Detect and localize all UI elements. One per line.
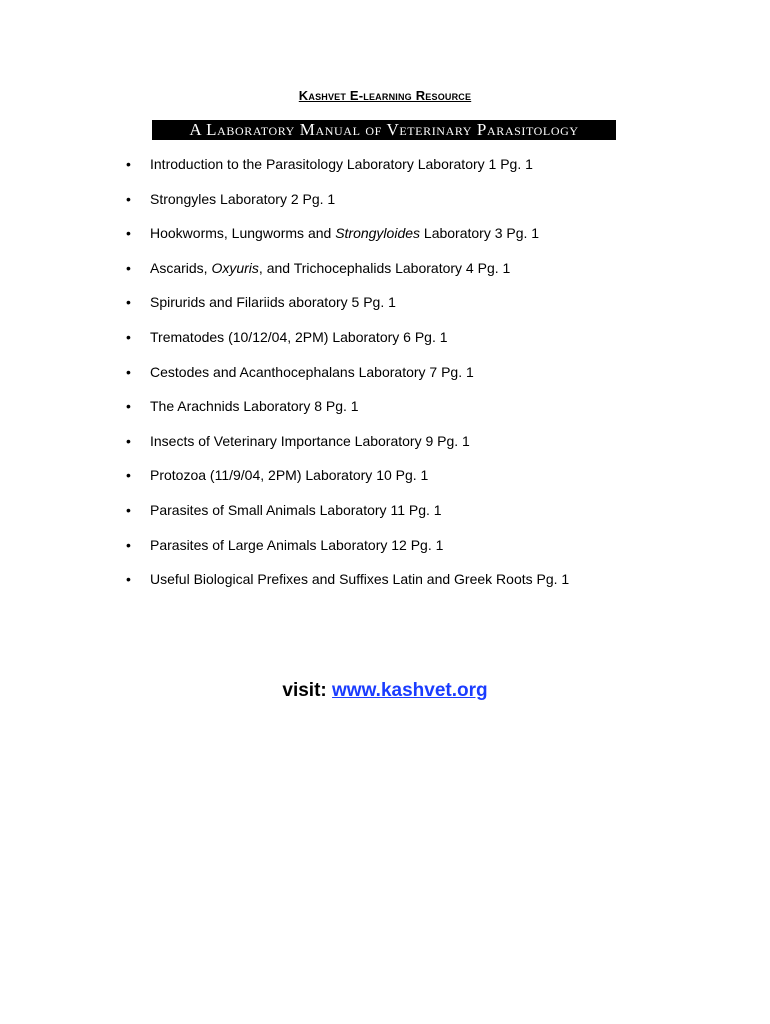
toc-item-hookworms — [0, 222, 770, 257]
visit-label: visit: — [282, 680, 327, 701]
toc-item-label: Parasites of Large Animals Laboratory 12 Pg. 1 — [150, 536, 444, 553]
bullet-icon: • — [126, 571, 131, 588]
toc-item-label — [150, 257, 510, 279]
toc-item-label: Useful Biological Prefixes and Suffixes Latin and Greek Roots Pg. 1 — [150, 571, 570, 588]
toc-item-spirurids — [0, 291, 770, 326]
toc-item-insects — [0, 430, 770, 465]
toc-item-protozoa — [0, 464, 770, 499]
table-of-contents — [0, 153, 770, 603]
toc-item-label: Cestodes and Acanthocephalans Laboratory 7 Pg. 1 — [150, 363, 474, 380]
toc-item-trematodes — [0, 326, 770, 361]
title-banner — [152, 120, 616, 140]
toc-item-label: The Arachnids Laboratory 8 Pg. 1 — [150, 398, 359, 415]
bullet-icon: • — [126, 294, 131, 311]
toc-item-label: Parasites of Small Animals Laboratory 11 Pg. 1 — [150, 501, 442, 518]
bullet-icon: • — [126, 501, 131, 518]
toc-item-label: Strongyles Laboratory 2 Pg. 1 — [150, 190, 336, 207]
toc-item-label — [150, 222, 539, 244]
toc-item-label-pre: Ascarids, — [150, 259, 212, 276]
toc-item-label-post: Laboratory 3 Pg. 1 — [420, 225, 540, 242]
toc-item-label: Spirurids and Filariids aboratory 5 Pg. 1 — [150, 294, 396, 311]
manual-title: A Laboratory Manual of Veterinary Parasitology — [189, 120, 579, 139]
bullet-icon: • — [126, 432, 131, 449]
toc-item-cestodes — [0, 361, 770, 396]
bullet-icon: • — [126, 328, 131, 345]
bullet-icon: • — [126, 190, 131, 207]
toc-item-prefixes — [0, 568, 770, 603]
bullet-icon: • — [126, 363, 131, 380]
toc-item-intro — [0, 153, 770, 188]
toc-item-large-animals — [0, 534, 770, 569]
toc-item-label-pre: Hookworms, Lungworms and — [150, 225, 336, 242]
toc-item-label: Protozoa (11/9/04, 2PM) Laboratory 10 Pg. 1 — [150, 467, 429, 484]
toc-item-small-animals — [0, 499, 770, 534]
website-link[interactable]: www.kashvet.org — [332, 680, 488, 701]
toc-item-label: Trematodes (10/12/04, 2PM) Laboratory 6 Pg. 1 — [150, 328, 448, 345]
toc-item-arachnids — [0, 395, 770, 430]
resource-heading: Kashvet E-learning Resource — [298, 88, 472, 103]
toc-item-label: Insects of Veterinary Importance Laboratory 9 Pg. 1 — [150, 432, 470, 449]
toc-item-label-post: , and Trichocephalids Laboratory 4 Pg. 1 — [258, 259, 511, 276]
toc-item-label-italic: Oxyuris — [211, 259, 259, 276]
toc-item-ascarids — [0, 257, 770, 292]
bullet-icon: • — [126, 398, 131, 415]
toc-item-label-italic: Strongyloides — [335, 225, 421, 242]
bullet-icon: • — [126, 467, 131, 484]
toc-item-strongyles — [0, 188, 770, 223]
bullet-icon: • — [126, 259, 131, 276]
visit-line — [0, 680, 770, 702]
toc-item-label: Introduction to the Parasitology Laboratory Laboratory 1 Pg. 1 — [150, 156, 533, 172]
bullet-icon: • — [126, 536, 131, 553]
bullet-icon: • — [126, 225, 131, 242]
bullet-icon: • — [126, 156, 131, 172]
